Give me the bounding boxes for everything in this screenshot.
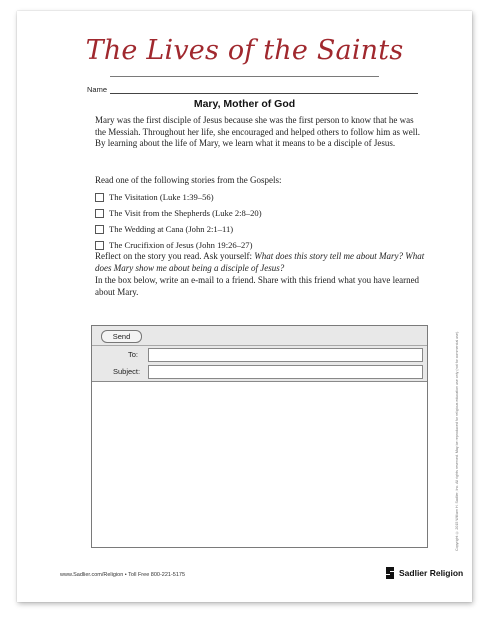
box-instruction: In the box below, write an e-mail to a friend. Share with this friend what you have learned about Mary. — [95, 275, 420, 297]
story-label: The Visitation (Luke 1:39–56) — [109, 192, 214, 202]
name-write-line[interactable] — [110, 93, 418, 94]
intro-paragraph: Mary was the first disciple of Jesus because she was the first person to know that he was the Messiah. Throughout her life, she encouraged and helped others to follow him as well. By learning about the life of Mary, we learn what it means to be a disciple of Jesus. — [95, 115, 421, 149]
story-label: The Visit from the Shepherds (Luke 2:8–20) — [109, 208, 262, 218]
story-item[interactable] — [95, 189, 262, 205]
subject-field[interactable] — [148, 365, 423, 379]
story-item[interactable] — [95, 205, 262, 221]
story-label: The Wedding at Cana (John 2:1–11) — [109, 224, 234, 234]
checkbox-icon[interactable] — [95, 193, 104, 202]
email-toolbar-divider — [92, 345, 427, 346]
story-label: The Crucifixion of Jesus (John 19:26–27) — [109, 240, 253, 250]
read-prompt: Read one of the following stories from the Gospels: — [95, 175, 282, 185]
to-field[interactable] — [148, 348, 423, 362]
email-body-area[interactable] — [92, 382, 427, 547]
footer-contact: www.Sadlier.com/Religion • Toll Free 800-221-5175 — [60, 572, 186, 578]
sadlier-logo-icon — [384, 566, 396, 580]
lesson-heading: Mary, Mother of God — [193, 98, 296, 110]
footer-brand — [384, 566, 463, 580]
story-checklist — [95, 189, 262, 253]
brand-name: Sadlier Religion — [399, 568, 464, 578]
checkbox-icon[interactable] — [95, 209, 104, 218]
checkbox-icon[interactable] — [95, 241, 104, 250]
email-header — [92, 326, 427, 382]
send-button[interactable]: Send — [101, 330, 142, 343]
story-item[interactable] — [95, 221, 262, 237]
worksheet-page — [17, 11, 472, 602]
email-compose-box — [91, 325, 428, 548]
worksheet-title: The Lives of the Saints — [85, 35, 404, 66]
reflect-lead: Reflect on the story you read. Ask yourself: — [95, 251, 255, 261]
checkbox-icon[interactable] — [95, 225, 104, 234]
subject-label: Subject: — [113, 367, 141, 376]
reflect-questions: What does this story tell me about Mary? What does Mary show me about being a disciple of Jesus? — [95, 251, 425, 273]
reflect-paragraph — [95, 251, 425, 274]
name-label: Name — [87, 85, 108, 94]
copyright-notice: Copyright © 2015 William H. Sadlier, Inc. All rights reserved. May be reproduced for religious education use only (not for commercial use). — [455, 330, 459, 551]
to-label: To: — [128, 350, 139, 359]
title-divider — [110, 76, 379, 77]
